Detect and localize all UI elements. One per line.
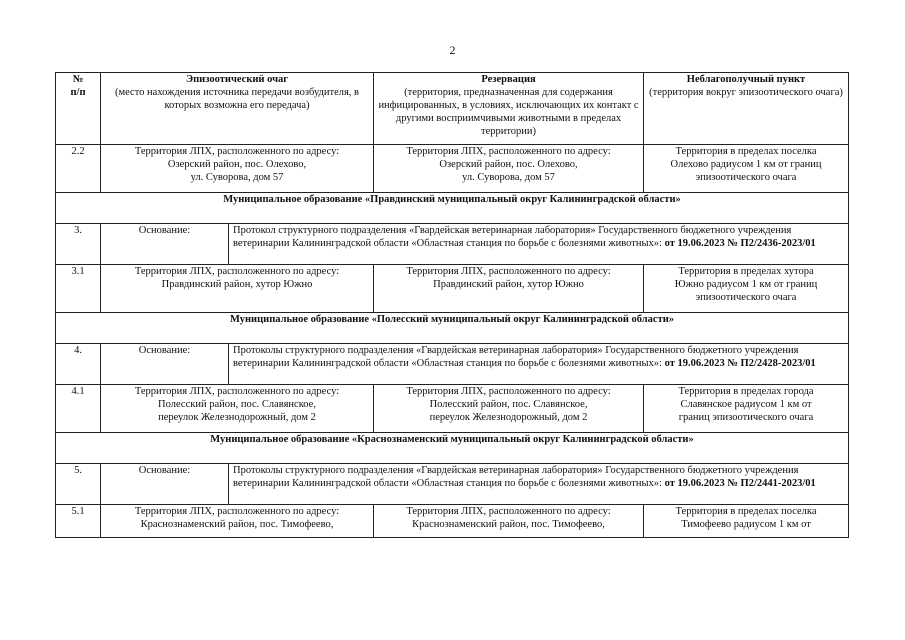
row-number: 5.1: [56, 505, 101, 538]
point-cell: Территория в пределах поселка Тимофеево радиусом 1 км от: [644, 505, 849, 538]
row-number: 3.1: [56, 265, 101, 313]
header-focus-desc: (место нахождения источника передачи возбудителя, в которых возможна его передача): [114, 87, 360, 111]
protocol-reference: от 19.06.2023 № П2/2428-2023/01: [664, 358, 816, 369]
page-number: 2: [449, 43, 456, 57]
basis-label: Основание:: [101, 224, 229, 265]
header-reserve: [374, 73, 644, 145]
table-row: [56, 265, 849, 313]
header-focus: [101, 73, 374, 145]
header-point: [644, 73, 849, 145]
header-focus-title: Эпизоотический очаг: [186, 74, 289, 85]
row-number: 5.: [56, 464, 101, 505]
point-cell: Территория в пределах поселка Олехово радиусом 1 км от границ эпизоотического очага: [644, 145, 849, 193]
basis-text: Протоколы структурного подразделения «Гвардейская ветеринарная лаборатория» Государственного бюджетного учреждения ветеринарии Калининградской области «Областная станция по борьбе с болезнями животных»: от 19.06.2023 № П2/2441-2023/01: [229, 464, 849, 505]
point-cell: Территория в пределах города Славянское радиусом 1 км от границ эпизоотического очага: [644, 385, 849, 433]
municipality-row: [56, 313, 849, 344]
protocol-reference: от 19.06.2023 № П2/2436-2023/01: [664, 238, 816, 249]
table-header-row: [56, 73, 849, 145]
basis-text: Протоколы структурного подразделения «Гвардейская ветеринарная лаборатория» Государственного бюджетного учреждения ветеринарии Калининградской области «Областная станция по борьбе с болезнями животных»: от 19.06.2023 № П2/2428-2023/01: [229, 344, 849, 385]
basis-text: Протокол структурного подразделения «Гвардейская ветеринарная лаборатория» Государственного бюджетного учреждения ветеринарии Калининградской области «Областная станция по борьбе с болезнями животных»: от 19.06.2023 № П2/2436-2023/01: [229, 224, 849, 265]
reserve-cell: Территория ЛПХ, расположенного по адресу: Правдинский район, хутор Южно: [374, 265, 644, 313]
row-number: 4.1: [56, 385, 101, 433]
focus-cell: Территория ЛПХ, расположенного по адресу: Краснознаменский район, пос. Тимофеево,: [101, 505, 374, 538]
point-cell: Территория в пределах хутора Южно радиусом 1 км от границ эпизоотического очага: [644, 265, 849, 313]
basis-label: Основание:: [101, 344, 229, 385]
municipality-heading: Муниципальное образование «Полесский муниципальный округ Калининградской области»: [56, 313, 849, 344]
basis-label: Основание:: [101, 464, 229, 505]
header-point-desc: (территория вокруг эпизоотического очага): [649, 87, 843, 98]
row-number: 2.2: [56, 145, 101, 193]
table-row: [56, 505, 849, 538]
basis-row: [56, 344, 849, 385]
row-number: 4.: [56, 344, 101, 385]
row-number: 3.: [56, 224, 101, 265]
basis-row: [56, 464, 849, 505]
reserve-cell: Территория ЛПХ, расположенного по адресу: Краснознаменский район, пос. Тимофеево,: [374, 505, 644, 538]
municipality-heading: Муниципальное образование «Правдинский муниципальный округ Калининградской области»: [56, 193, 849, 224]
header-point-title: Неблагополучный пункт: [686, 74, 806, 85]
reserve-cell: Территория ЛПХ, расположенного по адресу: Полесский район, пос. Славянское, переулок Железнодорожный, дом 2: [374, 385, 644, 433]
header-number: № п/п: [56, 73, 101, 145]
municipality-row: [56, 193, 849, 224]
municipality-heading: Муниципальное образование «Краснознаменский муниципальный округ Калининградской области»: [56, 433, 849, 464]
focus-cell: Территория ЛПХ, расположенного по адресу: Озерский район, пос. Олехово, ул. Суворова, дом 57: [101, 145, 374, 193]
focus-cell: Территория ЛПХ, расположенного по адресу: Правдинский район, хутор Южно: [101, 265, 374, 313]
basis-row: [56, 224, 849, 265]
table-row: [56, 385, 849, 433]
header-reserve-title: Резервация: [481, 74, 536, 85]
municipality-row: [56, 433, 849, 464]
protocol-reference: от 19.06.2023 № П2/2441-2023/01: [664, 478, 816, 489]
header-reserve-desc: (территория, предназначенная для содержания инфицированных, в условиях, исключающих их контакт с другими восприимчивыми животными в пределах территории): [378, 87, 639, 137]
table-row: [56, 145, 849, 193]
epizootic-table: [55, 72, 849, 538]
reserve-cell: Территория ЛПХ, расположенного по адресу: Озерский район, пос. Олехово, ул. Суворова, дом 57: [374, 145, 644, 193]
focus-cell: Территория ЛПХ, расположенного по адресу: Полесский район, пос. Славянское, переулок Железнодорожный, дом 2: [101, 385, 374, 433]
